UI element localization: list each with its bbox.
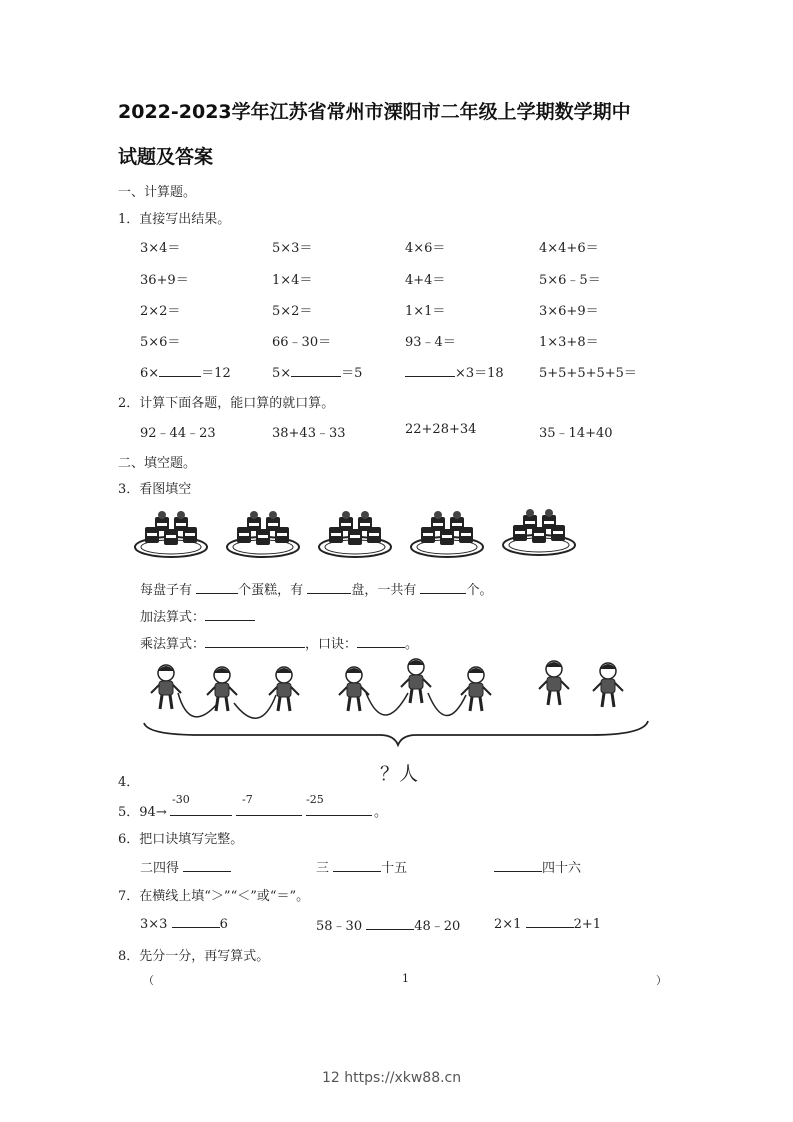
answer-blank[interactable] [333, 859, 381, 872]
answer-blank[interactable] [306, 803, 372, 816]
question-5: 5．94→ [118, 805, 167, 820]
answer-blank[interactable] [291, 364, 341, 377]
question-6: 6．把口诀填写完整。 [118, 832, 244, 847]
answer-blank[interactable] [307, 581, 351, 594]
q1-item: 5×3＝ [272, 241, 313, 256]
q7-item: 3×3 6 [140, 917, 228, 932]
answer-blank[interactable] [405, 364, 455, 377]
question-8: 8．先分一分，再写算式。 [118, 949, 270, 964]
q7-item: 2×1 2+1 [494, 917, 602, 932]
q2-item: 22+28+34 [405, 422, 477, 437]
q3-multiplication-line: 乘法算式： ，口诀： 。 [140, 637, 419, 652]
q8-paren-close: ） [656, 974, 667, 987]
q3-fill-line: 每盘子有 个蛋糕，有 盘，一共有 个。 [140, 583, 493, 598]
q1-item: 4×4+6＝ [539, 241, 599, 256]
q1-item: 5×2＝ [272, 304, 313, 319]
q1-item: 1×3+8＝ [539, 335, 599, 350]
section-2-heading: 二、填空题。 [118, 456, 197, 471]
answer-blank[interactable] [172, 915, 220, 928]
q5-op: -30 [172, 793, 190, 806]
q1-item: 1×1＝ [405, 304, 446, 319]
doc-title-line2: 试题及答案 [118, 146, 214, 168]
q1-item: 3×6+9＝ [539, 304, 599, 319]
cake-plates-illustration [135, 505, 595, 565]
q1-item: ×3＝18 [405, 362, 504, 381]
answer-blank[interactable] [366, 917, 414, 930]
answer-blank[interactable] [159, 364, 201, 377]
q6-item: 四十六 [494, 857, 581, 876]
question-1: 1．直接写出结果。 [118, 212, 231, 227]
q2-item: 38+43﹣33 [272, 426, 346, 441]
q1-item: 2×2＝ [140, 304, 181, 319]
answer-blank[interactable] [170, 803, 232, 816]
q1-item: 1×4＝ [272, 273, 313, 288]
section-1-heading: 一、计算题。 [118, 185, 197, 200]
answer-blank[interactable] [494, 859, 542, 872]
q1-item: 4×6＝ [405, 241, 446, 256]
answer-blank[interactable] [420, 581, 466, 594]
answer-blank[interactable] [205, 635, 305, 648]
q1-item: 4+4＝ [405, 273, 446, 288]
q1-item: 5×6＝ [140, 335, 181, 350]
q2-item: 92﹣44﹣23 [140, 426, 216, 441]
question-2: 2．计算下面各题，能口算的就口算。 [118, 396, 335, 411]
q3-addition-line: 加法算式： [140, 606, 255, 625]
answer-blank[interactable] [183, 859, 231, 872]
q5-op: -25 [306, 793, 324, 806]
q8-paren-open: （ [143, 974, 154, 987]
q1-item: 5× ＝5 [272, 366, 363, 381]
q5-op: -7 [242, 793, 253, 806]
q2-item: 35﹣14+40 [539, 426, 613, 441]
q1-item: 5+5+5+5+5＝ [539, 366, 637, 381]
answer-blank[interactable] [196, 581, 238, 594]
q4-question-mark: ？人 [380, 763, 419, 785]
q1-item: 5×6﹣5＝ [539, 273, 601, 288]
children-jump-rope-illustration [140, 655, 655, 750]
q5-chain [170, 793, 410, 823]
q5-end: 。 [374, 805, 388, 820]
q1-item: 6× ＝12 [140, 366, 231, 381]
q1-item: 93﹣4＝ [405, 335, 456, 350]
question-3: 3．看图填空 [118, 482, 192, 497]
answer-blank[interactable] [236, 803, 302, 816]
answer-blank[interactable] [205, 608, 255, 621]
answer-blank[interactable] [526, 915, 574, 928]
q6-item: 三 十五 [316, 861, 408, 876]
q8-page-marker: 1 [402, 972, 409, 985]
q1-item: 36+9＝ [140, 273, 189, 288]
question-7: 7．在横线上填“＞”“＜”或“＝”。 [118, 889, 310, 904]
answer-blank[interactable] [357, 635, 405, 648]
footer-page-url[interactable]: 12 https://xkw88.cn [322, 1070, 462, 1086]
q1-item: 3×4＝ [140, 241, 181, 256]
q1-item: 66﹣30＝ [272, 335, 332, 350]
doc-title-line1: 2022-2023学年江苏省常州市溧阳市二年级上学期数学期中 [118, 101, 631, 123]
q6-item: 二四得 [140, 857, 231, 876]
question-4: 4． [118, 775, 140, 790]
q7-item: 58﹣30 48﹣20 [316, 919, 461, 934]
